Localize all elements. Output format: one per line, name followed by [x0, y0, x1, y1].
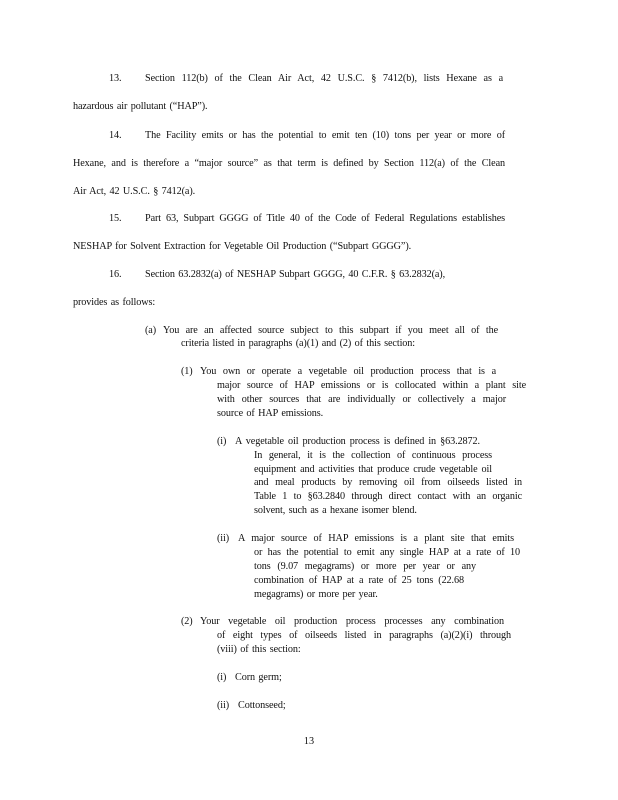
paragraph-13-number: 13. — [109, 73, 122, 84]
quote-a1i-marker: (i) — [217, 436, 227, 447]
paragraph-16-line-2: provides as follows: — [73, 297, 156, 308]
quote-a-marker: (a) — [145, 325, 157, 336]
paragraph-15-line-2: NESHAP for Solvent Extraction for Vegetable Oil Production (“Subpart GGGG”). — [73, 241, 412, 252]
quote-a1i-line-4: and meal products by removing oil from oilseeds listed in — [254, 477, 522, 488]
quote-a2ii-marker: (ii) — [217, 700, 230, 711]
paragraph-16-number: 16. — [109, 269, 122, 280]
quote-a1ii-line-5: megagrams) or more per year. — [254, 589, 378, 600]
quote-a1-line-3: with other sources that are individually or collectively a major — [217, 394, 506, 405]
paragraph-15-number: 15. — [109, 213, 122, 224]
page-number: 13 — [303, 736, 315, 747]
quote-a2i-text: Corn germ; — [235, 672, 282, 683]
quote-a2-line-3: (viii) of this section: — [217, 644, 301, 655]
paragraph-15-line-1: Part 63, Subpart GGGG of Title 40 of the Code of Federal Regulations establishes — [145, 213, 505, 224]
quote-a1-line-2: major source of HAP emissions or is collocated within a plant site — [217, 380, 526, 391]
paragraph-14-line-2: Hexane, and is therefore a “major source” as that term is defined by Section 112(a) of the Clean — [73, 158, 505, 169]
quote-a1ii-marker: (ii) — [217, 533, 230, 544]
quote-a1ii-line-1: A major source of HAP emissions is a plant site that emits — [238, 533, 514, 544]
quote-a1i-line-6: solvent, such as a hexane isomer blend. — [254, 505, 417, 516]
paragraph-14-line-3: Air Act, 42 U.S.C. § 7412(a). — [73, 186, 196, 197]
paragraph-16-line-1: Section 63.2832(a) of NESHAP Subpart GGGG, 40 C.F.R. § 63.2832(a), — [145, 269, 446, 280]
quote-a-line-1: You are an affected source subject to this subpart if you meet all of the — [163, 325, 498, 336]
quote-a2ii-text: Cottonseed; — [238, 700, 286, 711]
quote-a1-line-1: You own or operate a vegetable oil production process that is a — [200, 366, 496, 377]
paragraph-14-line-1: The Facility emits or has the potential to emit ten (10) tons per year or more of — [145, 130, 505, 141]
paragraph-14-number: 14. — [109, 130, 122, 141]
quote-a1ii-line-3: tons (9.07 megagrams) or more per year or any — [254, 561, 476, 572]
quote-a1i-line-3: equipment and activities that produce crude vegetable oil — [254, 464, 492, 475]
quote-a1-line-4: source of HAP emissions. — [217, 408, 324, 419]
quote-a1ii-line-2: or has the potential to emit any single HAP at a rate of 10 — [254, 547, 520, 558]
paragraph-13-line-2: hazardous air pollutant (“HAP”). — [73, 101, 208, 112]
quote-a1i-line-1: A vegetable oil production process is defined in §63.2872. — [235, 436, 480, 447]
quote-a2-line-2: of eight types of oilseeds listed in paragraphs (a)(2)(i) through — [217, 630, 511, 641]
quote-a1ii-line-4: combination of HAP at a rate of 25 tons (22.68 — [254, 575, 464, 586]
quote-a1i-line-2: In general, it is the collection of continuous process — [254, 450, 492, 461]
paragraph-13-line-1: Section 112(b) of the Clean Air Act, 42 U.S.C. § 7412(b), lists Hexane as a — [145, 73, 503, 84]
quote-a2-line-1: Your vegetable oil production process processes any combination — [200, 616, 504, 627]
quote-a2-marker: (2) — [181, 616, 193, 627]
quote-a-line-2: criteria listed in paragraphs (a)(1) and (2) of this section: — [181, 338, 416, 349]
quote-a2i-marker: (i) — [217, 672, 227, 683]
quote-a1i-line-5: Table 1 to §63.2840 through direct contact with an organic — [254, 491, 522, 502]
quote-a1-marker: (1) — [181, 366, 193, 377]
